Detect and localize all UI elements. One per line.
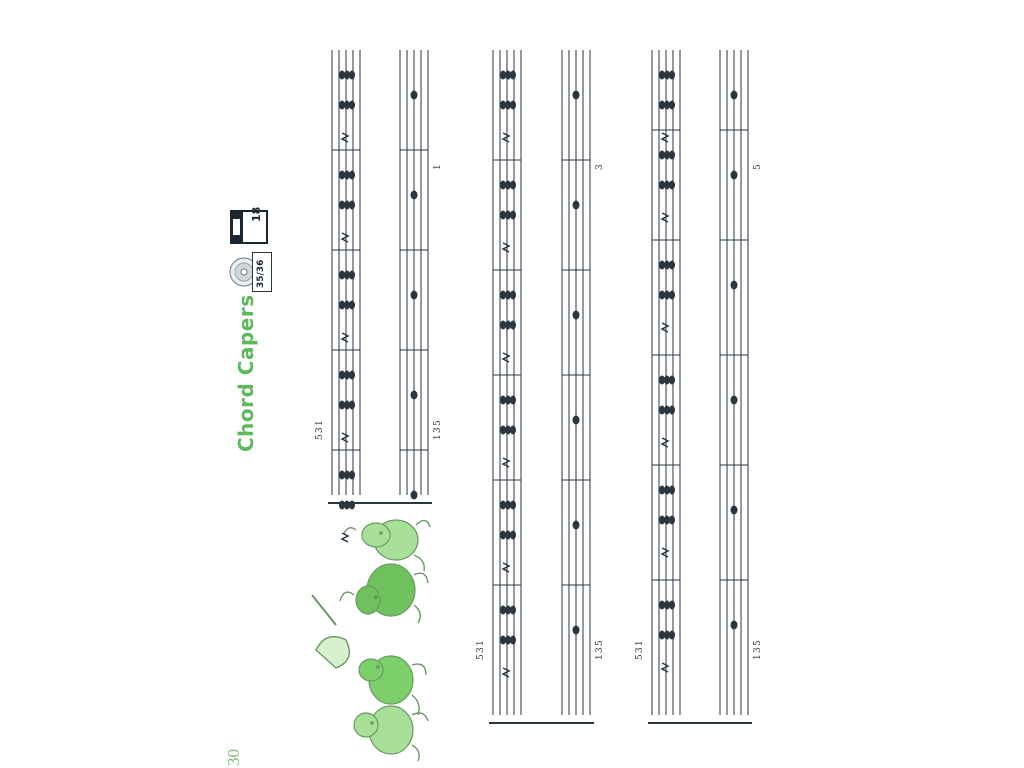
music-score <box>300 40 763 730</box>
fingering-number: 3 <box>753 647 763 653</box>
fingering-number: 1 <box>476 640 486 646</box>
note-head <box>731 621 738 630</box>
note-head <box>669 406 675 415</box>
note-head <box>510 101 516 110</box>
note-head <box>669 631 675 640</box>
note-head <box>349 71 355 80</box>
note-head <box>349 201 355 210</box>
note-head <box>669 101 675 110</box>
rest <box>503 458 509 467</box>
fingering-number: 1 <box>433 164 443 170</box>
note-head <box>731 91 738 100</box>
fingering-number: 5 <box>595 640 605 646</box>
fingering-number: 1 <box>315 420 325 426</box>
rest <box>662 438 668 447</box>
note-head <box>669 376 675 385</box>
page-title: Chord Capers <box>234 294 258 452</box>
rest <box>503 668 509 677</box>
rest <box>342 333 348 342</box>
note-head <box>411 491 418 500</box>
rest <box>342 133 348 142</box>
note-head <box>510 211 516 220</box>
fingering-number: 1 <box>433 434 443 440</box>
note-head <box>349 101 355 110</box>
note-head <box>669 291 675 300</box>
note-head <box>669 151 675 160</box>
note-head <box>349 301 355 310</box>
fingering-number: 3 <box>595 647 605 653</box>
note-head <box>510 71 516 80</box>
note-head <box>573 416 580 425</box>
rest <box>662 663 668 672</box>
note-head <box>510 181 516 190</box>
note-head <box>349 401 355 410</box>
note-head <box>731 506 738 515</box>
note-head <box>411 291 418 300</box>
note-head <box>573 626 580 635</box>
note-head <box>349 171 355 180</box>
note-head <box>669 516 675 525</box>
fingering-number: 1 <box>635 640 645 646</box>
rest <box>503 243 509 252</box>
fingering-number: 3 <box>315 427 325 433</box>
fingering-number: 3 <box>635 647 645 653</box>
note-head <box>731 396 738 405</box>
rest <box>662 133 668 142</box>
rest <box>342 433 348 442</box>
fingering-number: 1 <box>595 654 605 660</box>
rest <box>503 563 509 572</box>
note-head <box>573 201 580 210</box>
fingering-number: 1 <box>753 654 763 660</box>
disk-number: 18 <box>250 206 263 222</box>
rest <box>662 323 668 332</box>
rest <box>662 548 668 557</box>
rest <box>503 133 509 142</box>
note-head <box>731 171 738 180</box>
note-head <box>411 191 418 200</box>
note-head <box>731 281 738 290</box>
note-head <box>669 71 675 80</box>
note-head <box>510 531 516 540</box>
note-head <box>349 371 355 380</box>
note-head <box>411 391 418 400</box>
rest <box>342 233 348 242</box>
note-head <box>573 91 580 100</box>
rest <box>662 213 668 222</box>
note-head <box>669 601 675 610</box>
cd-track-number: 35/36 <box>256 259 266 288</box>
note-head <box>510 636 516 645</box>
fingering-number: 5 <box>315 434 325 440</box>
fingering-number: 5 <box>753 164 763 170</box>
fingering-number: 5 <box>476 654 486 660</box>
page-number: 30 <box>224 749 243 766</box>
note-head <box>349 271 355 280</box>
fingering-number: 3 <box>433 427 443 433</box>
fingering-number: 3 <box>595 164 605 170</box>
rest <box>342 533 348 542</box>
note-head <box>669 486 675 495</box>
note-head <box>510 426 516 435</box>
note-head <box>510 396 516 405</box>
fingering-number: 5 <box>433 420 443 426</box>
fingering-number: 5 <box>635 654 645 660</box>
note-head <box>510 321 516 330</box>
note-head <box>411 91 418 100</box>
note-head <box>510 606 516 615</box>
note-head <box>510 291 516 300</box>
note-head <box>573 311 580 320</box>
note-head <box>510 501 516 510</box>
rest <box>503 353 509 362</box>
fingering-number: 3 <box>476 647 486 653</box>
fingering-number: 5 <box>753 640 763 646</box>
note-head <box>573 521 580 530</box>
note-head <box>349 501 355 510</box>
note-head <box>349 471 355 480</box>
note-head <box>669 181 675 190</box>
note-head <box>669 261 675 270</box>
